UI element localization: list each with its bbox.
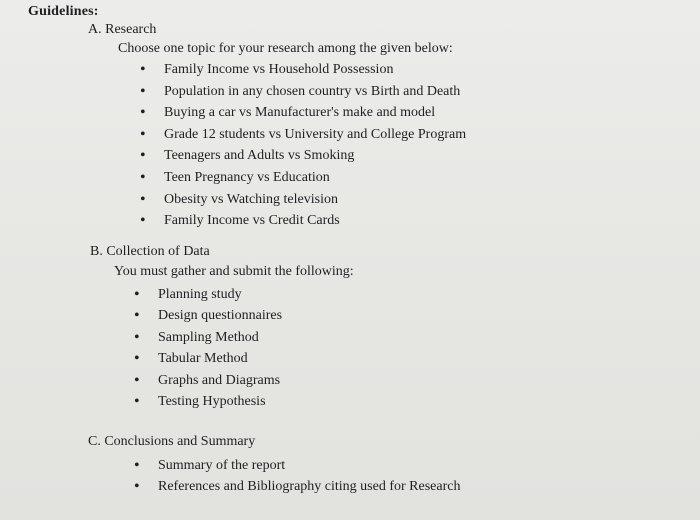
list-item: • Buying a car vs Manufacturer's make and model	[140, 102, 466, 124]
list-item: • Grade 12 students vs University and College Program	[140, 124, 466, 146]
list-item: • Graphs and Diagrams	[134, 370, 282, 391]
list-item: • Teen Pregnancy vs Education	[140, 167, 466, 189]
document-title: Guidelines:	[28, 4, 99, 19]
list-item: • Family Income vs Credit Cards	[140, 210, 466, 232]
section-intro-collection-of-data: You must gather and submit the following:	[114, 264, 354, 279]
list-item: • Design questionnaires	[134, 305, 282, 326]
list-item: • Sampling Method	[134, 327, 282, 348]
list-item: • Tabular Method	[134, 348, 282, 369]
conclusions-list	[134, 455, 460, 497]
list-item: • Family Income vs Household Possession	[140, 59, 466, 81]
list-item: • References and Bibliography citing used for Research	[134, 476, 460, 497]
list-item: • Testing Hypothesis	[134, 391, 282, 412]
section-heading-collection-of-data: B. Collection of Data	[90, 244, 210, 259]
list-item: • Planning study	[134, 284, 282, 305]
data-collection-list	[134, 284, 282, 412]
section-intro-research: Choose one topic for your research among the given below:	[118, 41, 453, 56]
research-topic-list	[140, 59, 466, 232]
list-item: • Summary of the report	[134, 455, 460, 476]
section-heading-research: A. Research	[88, 22, 157, 37]
list-item: • Population in any chosen country vs Birth and Death	[140, 81, 466, 103]
section-heading-conclusions: C. Conclusions and Summary	[88, 434, 256, 449]
list-item: • Teenagers and Adults vs Smoking	[140, 145, 466, 167]
list-item: • Obesity vs Watching television	[140, 189, 466, 211]
